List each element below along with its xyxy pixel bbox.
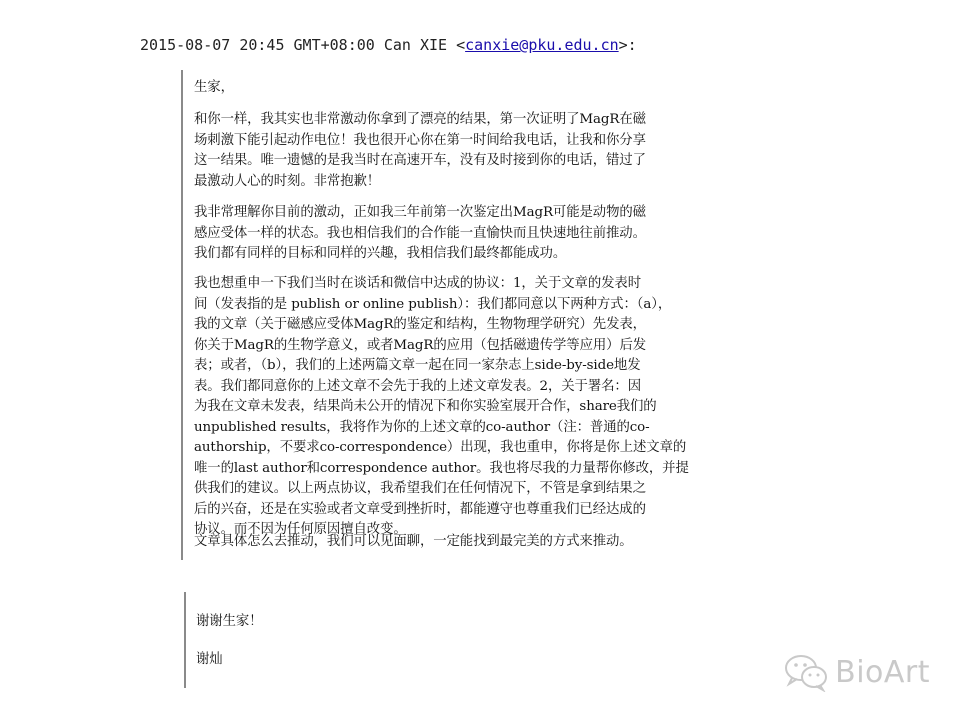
text-line: 协议。而不因为任何原因擅自改变。 <box>194 522 407 537</box>
email-header-suffix: >: <box>618 36 637 54</box>
text-line: 我也想重申一下我们当时在谈话和微信中达成的协议：1，关于文章的发表时 <box>194 276 642 291</box>
reply-block <box>184 592 604 688</box>
text-line: 间（发表指的是 publish or online publish）：我们都同意以下两种方式：（a）， <box>194 296 672 312</box>
letter-paragraph-4 <box>194 532 633 553</box>
text-line: authorship，不要求co-correspondence）出现，我也重申，你将是你上述文章的 <box>194 440 687 455</box>
reply-thanks: 谢谢生家！ <box>196 614 263 629</box>
letter-paragraph-2 <box>194 203 646 265</box>
text-line: 最激动人心的时刻。非常抱歉！ <box>194 173 381 189</box>
email-header-prefix: 2015-08-07 20:45 GMT+08:00 Can XIE < <box>140 36 466 54</box>
text-line: 为我在文章未发表，结果尚未公开的情况下和你实验室展开合作，share我们的 <box>194 399 657 414</box>
text-line: 和你一样，我其实也非常激动你拿到了漂亮的结果，第一次证明了MagR在磁 <box>194 112 646 127</box>
sender-email-link[interactable]: canxie@pku.edu.cn <box>465 36 619 54</box>
text-line: unpublished results，我将作为你的上述文章的co-author（注：普通的co- <box>194 419 650 435</box>
watermark-text: BioArt <box>835 654 930 690</box>
text-line: 你关于MagR的生物学意义，或者MagR的应用（包括磁遗传学等应用）后发 <box>194 337 647 353</box>
reply-signature: 谢灿 <box>196 652 223 667</box>
text-line: 这一结果。唯一遗憾的是我当时在高速开车，没有及时接到你的电话，错过了 <box>194 153 646 168</box>
quoted-letter <box>181 70 741 560</box>
text-line: 我非常理解你目前的激动，正如我三年前第一次鉴定出MagR可能是动物的磁 <box>194 205 646 220</box>
letter-greeting: 生家， <box>194 80 234 95</box>
text-line: 表。我们都同意你的上述文章不会先于我的上述文章发表。2，关于署名：因 <box>194 378 642 394</box>
letter-paragraph-3 <box>194 274 689 541</box>
text-line: 场刺激下能引起动作电位！我也很开心你在第一时间给我电话，让我和你分享 <box>194 132 646 148</box>
text-line: 唯一的last author和correspondence author。我也将尽我的力量帮你修改，并提 <box>194 460 689 476</box>
text-line: 后的兴奋，还是在实验或者文章受到挫折时，都能遵守也尊重我们已经达成的 <box>194 501 646 517</box>
email-header <box>140 36 637 54</box>
text-line: 我们都有同样的目标和同样的兴趣，我相信我们最终都能成功。 <box>194 246 567 261</box>
text-line: 表；或者，（b），我们的上述两篇文章一起在同一家杂志上side-by-side地发 <box>194 358 641 373</box>
text-line: 文章具体怎么去推动，我们可以见面聊，一定能找到最完美的方式来推动。 <box>194 534 633 549</box>
wechat-icon <box>783 652 829 692</box>
text-line: 供我们的建议。以上两点协议，我希望我们在任何情况下，不管是拿到结果之 <box>194 481 646 496</box>
text-line: 感应受体一样的状态。我也相信我们的合作能一直愉快而且快速地往前推动。 <box>194 225 646 241</box>
letter-paragraph-1 <box>194 110 646 192</box>
watermark <box>783 652 930 692</box>
text-line: 我的文章（关于磁感应受体MagR的鉴定和结构，生物物理学研究）先发表， <box>194 317 646 332</box>
